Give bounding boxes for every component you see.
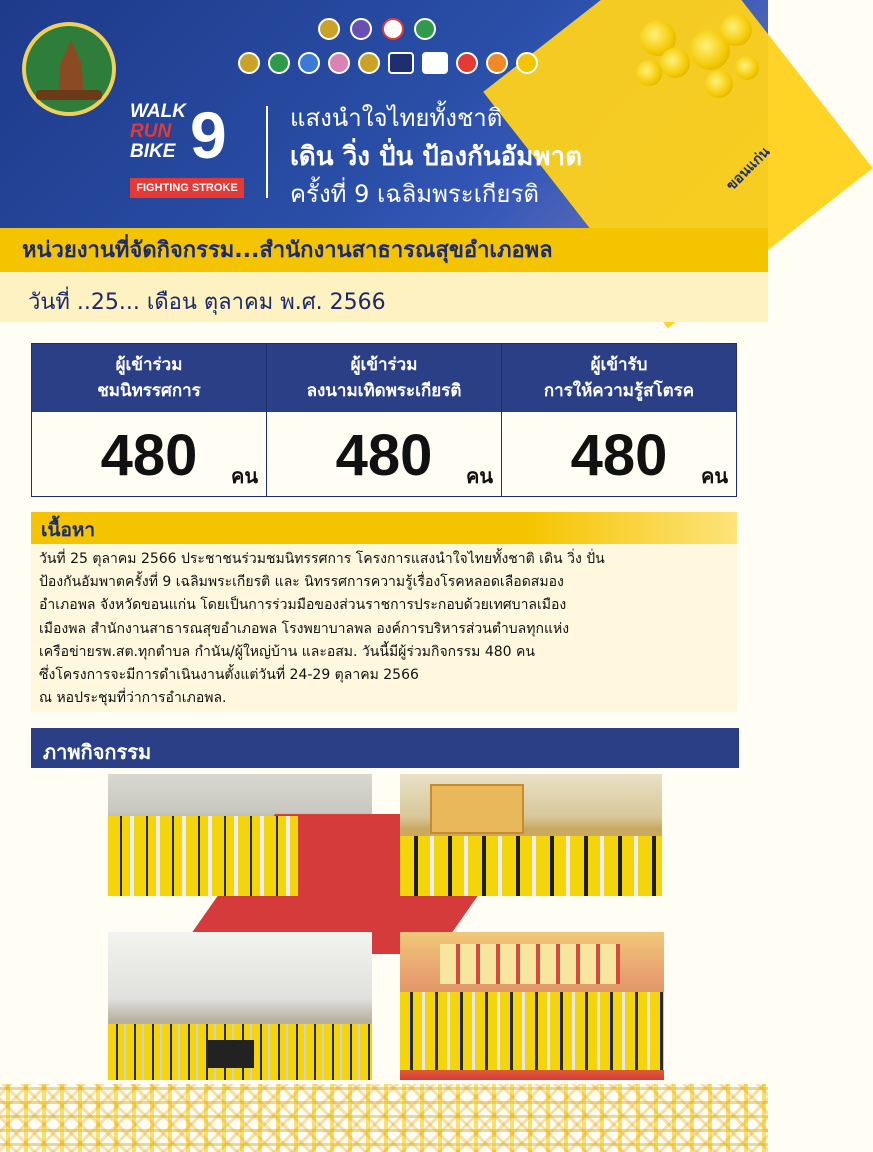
activity-photo-group <box>400 932 664 1080</box>
stat-label: ชมนิทรรศการ <box>97 381 201 401</box>
header-divider <box>266 106 268 198</box>
content-section-header <box>31 512 737 544</box>
brand-bike: BIKE <box>130 141 176 162</box>
stats-table <box>31 343 737 497</box>
content-line: วันที่ 25 ตุลาคม 2566 ประชาชนร่วมชมนิทรรศการ โครงการแสงนำใจไทยทั้งชาติ เดิน วิ่ง ปั่น <box>39 551 605 567</box>
stat-header <box>502 344 736 412</box>
stat-label: ผู้เข้าร่วม <box>115 355 183 375</box>
content-line: อำเภอพล จังหวัดขอนแก่น โดยเป็นการร่วมมือของส่วนราชการประกอบด้วยเทศบาลเมือง <box>39 597 567 614</box>
sponsor-logo <box>358 52 380 74</box>
stat-unit: คน <box>700 464 728 488</box>
district-seal-logo <box>22 22 116 116</box>
stat-header <box>32 344 266 412</box>
sponsor-logo <box>298 52 320 74</box>
walk-run-bike-logo <box>130 98 250 198</box>
content-line: ป้องกันอัมพาตครั้งที่ 9 เฉลิมพระเกียรติ และ นิทรรศการความรู้เรื่องโรคหลอดเลือดสมอง <box>39 574 564 591</box>
stat-stroke-education <box>502 344 736 496</box>
activity-photo-exercise <box>108 932 372 1080</box>
content-line: เมืองพล สำนักงานสาธารณสุขอำเภอพล โรงพยาบาลพล องค์การบริหารส่วนตำบลทุกแห่ง <box>39 620 570 637</box>
activity-photo-ceremony <box>400 774 662 896</box>
stat-signing-participants <box>267 344 502 496</box>
stat-value: 480 <box>100 423 198 488</box>
stat-label: ผู้เข้าร่วม <box>350 355 418 375</box>
province-label: ขอนแก่น <box>723 144 774 194</box>
sponsor-logo <box>328 52 350 74</box>
content-paragraph <box>39 548 735 710</box>
activities-section-header <box>31 728 739 768</box>
sponsor-logo <box>486 52 508 74</box>
sponsor-logo <box>456 52 478 74</box>
sponsor-logo <box>382 18 404 40</box>
content-line: ซึ่งโครงการจะมีการดำเนินงานตั้งแต่วันที่ 24-29 ตุลาคม 2566 <box>39 667 419 684</box>
date-text: วันที่ ..25... เดือน ตุลาคม พ.ศ. 2566 <box>28 290 386 315</box>
sponsor-logo <box>268 52 290 74</box>
activities-title: ภาพกิจกรรม <box>43 740 152 764</box>
title-line-1: แสงนำใจไทยทั้งชาติ <box>290 104 503 132</box>
sponsor-logos-row-1 <box>318 18 436 40</box>
stat-unit: คน <box>230 464 258 488</box>
content-box <box>31 544 737 712</box>
thai-pattern-footer <box>0 1084 768 1152</box>
ministry-logo <box>318 18 340 40</box>
stat-label: การให้ความรู้สโตรค <box>543 381 695 401</box>
activity-photo-hall-audience <box>108 774 372 896</box>
sponsor-logo <box>388 52 414 74</box>
sponsor-logo <box>516 52 538 74</box>
sponsor-logo <box>350 18 372 40</box>
stat-value: 480 <box>570 423 668 488</box>
stat-exhibition-visitors <box>32 344 267 496</box>
stat-label: ลงนามเทิดพระเกียรติ <box>306 381 462 401</box>
stat-label: ผู้เข้ารับ <box>590 355 648 375</box>
stat-unit: คน <box>465 464 493 488</box>
sponsor-logo <box>238 52 260 74</box>
header-banner <box>0 0 774 228</box>
sponsor-logo <box>422 52 448 74</box>
sponsor-logos-row-2 <box>238 52 538 74</box>
content-line: ณ หอประชุมที่ว่าการอำเภอพล. <box>39 690 227 707</box>
content-line: เครือข่ายรพ.สต.ทุกตำบล กำนัน/ผู้ใหญ่บ้าน และอสม. วันนี้มีผู้ร่วมกิจกรรม 480 คน <box>39 643 535 660</box>
content-title: เนื้อหา <box>41 519 96 541</box>
brand-tagline: FIGHTING STROKE <box>130 178 244 198</box>
stat-value: 480 <box>335 423 433 488</box>
title-line-3: ครั้งที่ 9 เฉลิมพระเกียรติ <box>290 180 539 208</box>
title-line-2: เดิน วิ่ง ปั่น ป้องกันอัมพาต <box>290 142 582 172</box>
organizer-text: หน่วยงานที่จัดกิจกรรม...สำนักงานสาธารณสุขอำเภอพล <box>22 238 553 263</box>
stat-header <box>267 344 501 412</box>
brand-number: 9 <box>190 98 227 172</box>
sponsor-logo <box>414 18 436 40</box>
brand-run: RUN <box>130 121 172 142</box>
brand-walk: WALK <box>130 101 186 122</box>
